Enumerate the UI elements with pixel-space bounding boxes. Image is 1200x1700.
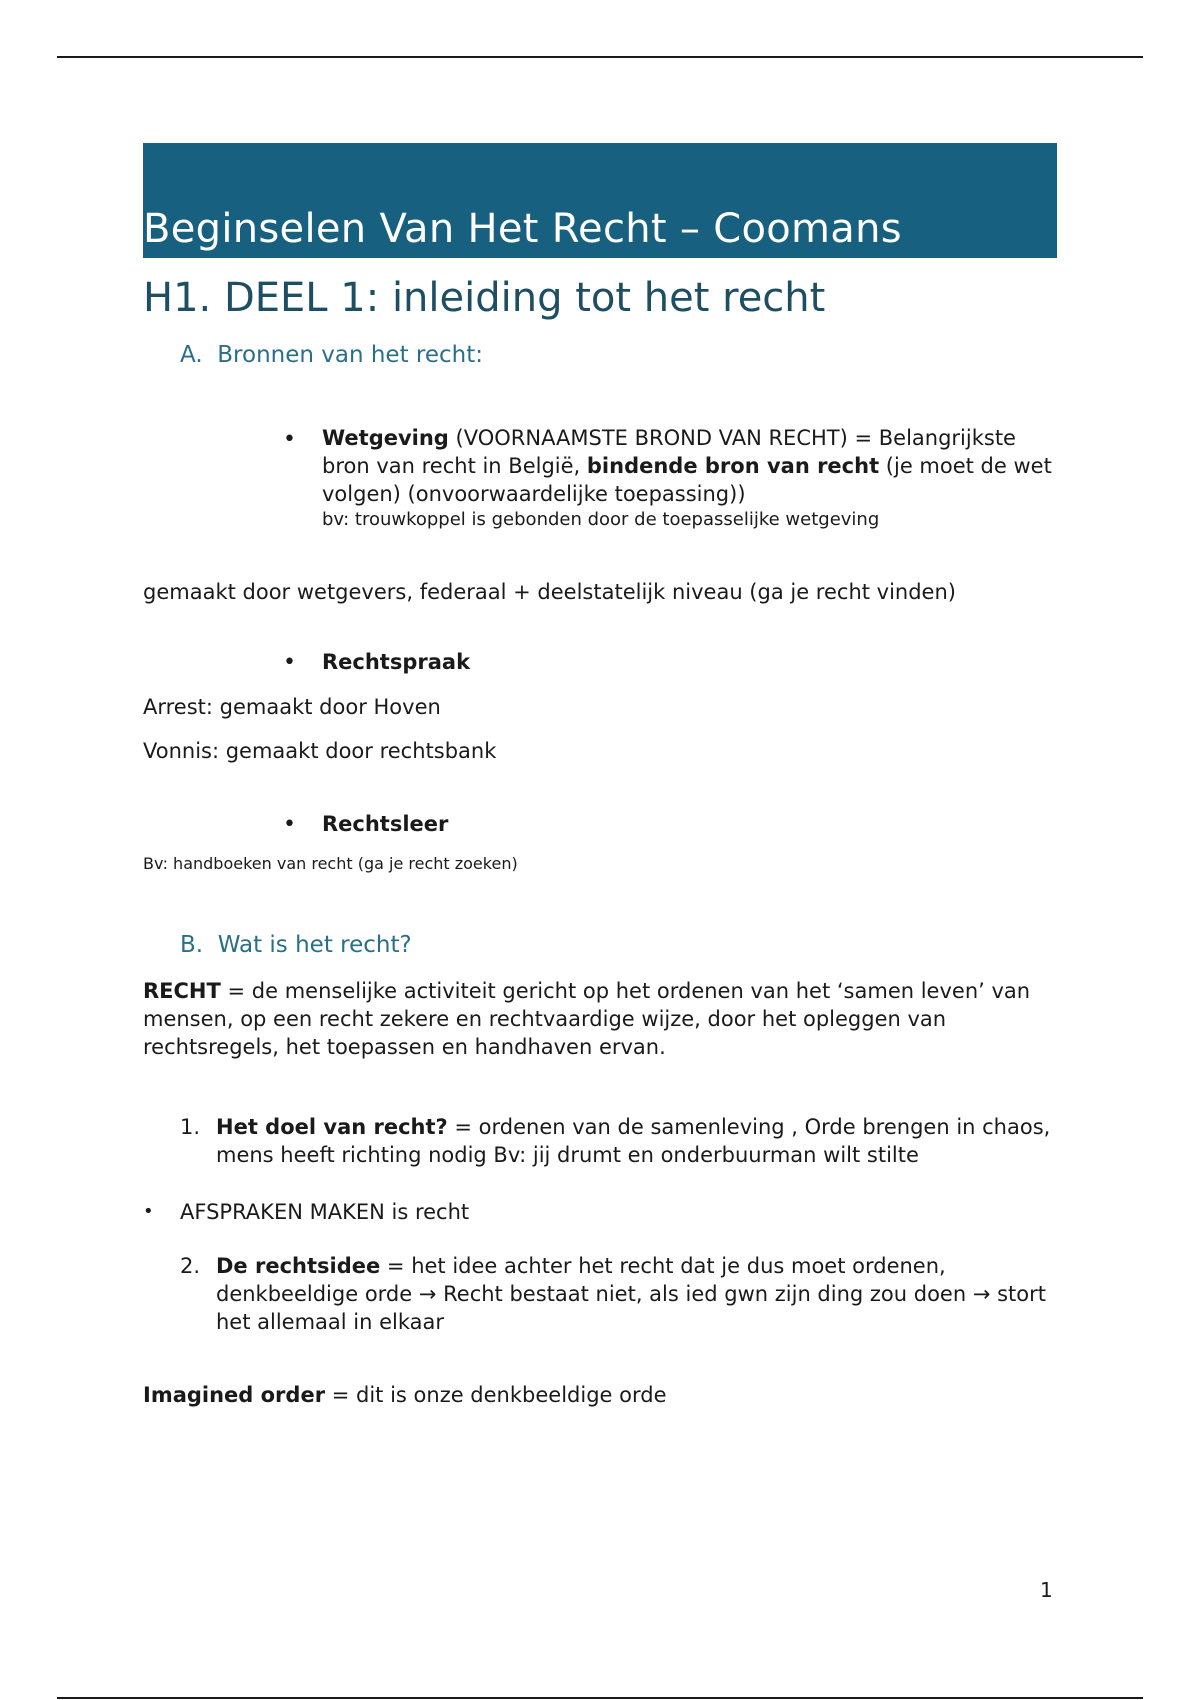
bullet-wetgeving: • <box>283 427 296 452</box>
recht-definition <box>143 977 1063 1061</box>
section-a-heading <box>180 342 483 370</box>
recht-definition-text: = de menselijke activiteit gericht op het ordenen van het ‘samen leven’ van mensen, op een recht zekere en rechtvaardige wijze, door het opleggen van rechtsregels, het toepassen en handhaven ervan. <box>143 979 1031 1059</box>
section-a-marker: A. <box>180 342 203 368</box>
item-1-text: = ordenen van de samenleving , Orde brengen in chaos, mens heeft richting nodig Bv: jij drumt en onderbuurman wilt stilte <box>216 1115 1051 1167</box>
rechtsleer-example: Bv: handboeken van recht (ga je recht zoeken) <box>143 854 518 873</box>
item-1-number: 1. <box>180 1115 201 1139</box>
imagined-order-line <box>143 1381 667 1409</box>
wetgeving-example: bv: trouwkoppel is gebonden door de toepasselijke wetgeving <box>322 509 880 530</box>
item-2-term: De rechtsidee <box>216 1254 381 1278</box>
wetgeving-text-1: (VOORNAAMSTE BROND VAN RECHT) = Belangrijkste bron van recht in België, <box>322 426 1016 478</box>
section-b-title: Wat is het recht? <box>217 932 412 958</box>
rechtsleer-heading <box>322 810 448 838</box>
arrest-line: Arrest: gemaakt door Hoven <box>143 695 441 719</box>
document-title: Beginselen Van Het Recht – Coomans <box>143 206 902 252</box>
chapter-heading: H1. DEEL 1: inleiding tot het recht <box>143 275 826 321</box>
item-1-term: Het doel van recht? <box>216 1115 448 1139</box>
item-1-paragraph <box>216 1113 1066 1169</box>
bullet-afspraken: • <box>143 1201 154 1222</box>
wetgeving-note: gemaakt door wetgevers, federaal + deelstatelijk niveau (ga je recht vinden) <box>143 580 956 604</box>
rechtspraak-term: Rechtspraak <box>322 650 471 674</box>
wetgeving-paragraph <box>322 424 1067 508</box>
header-rule <box>57 56 1143 58</box>
section-b-marker: B. <box>180 932 204 958</box>
item-2-number: 2. <box>180 1254 201 1278</box>
imagined-order-term: Imagined order <box>143 1383 326 1407</box>
wetgeving-text-2: (je moet de wet volgen) (onvoorwaardelijke toepassing)) <box>322 454 1052 506</box>
afspraken-line: AFSPRAKEN MAKEN is recht <box>180 1200 470 1224</box>
bullet-rechtspraak: • <box>283 650 296 675</box>
recht-term: RECHT <box>143 979 221 1003</box>
bullet-rechtsleer: • <box>283 812 296 837</box>
imagined-order-text: = dit is onze denkbeeldige orde <box>325 1383 667 1407</box>
item-2-paragraph <box>216 1252 1066 1336</box>
item-2-text: = het idee achter het recht dat je dus moet ordenen, denkbeeldige orde → Recht bestaat niet, als ied gwn zijn ding zou doen → stort het allemaal in elkaar <box>216 1254 1047 1334</box>
rechtsleer-term: Rechtsleer <box>322 812 449 836</box>
section-b-heading <box>180 932 412 960</box>
rechtspraak-heading <box>322 648 470 676</box>
wetgeving-bold-2: bindende bron van recht <box>586 454 880 478</box>
wetgeving-term: Wetgeving <box>322 426 449 450</box>
vonnis-line: Vonnis: gemaakt door rechtsbank <box>143 739 497 763</box>
section-a-title: Bronnen van het recht: <box>217 342 484 368</box>
footer-rule <box>57 1697 1143 1699</box>
page-number: 1 <box>1040 1578 1053 1602</box>
